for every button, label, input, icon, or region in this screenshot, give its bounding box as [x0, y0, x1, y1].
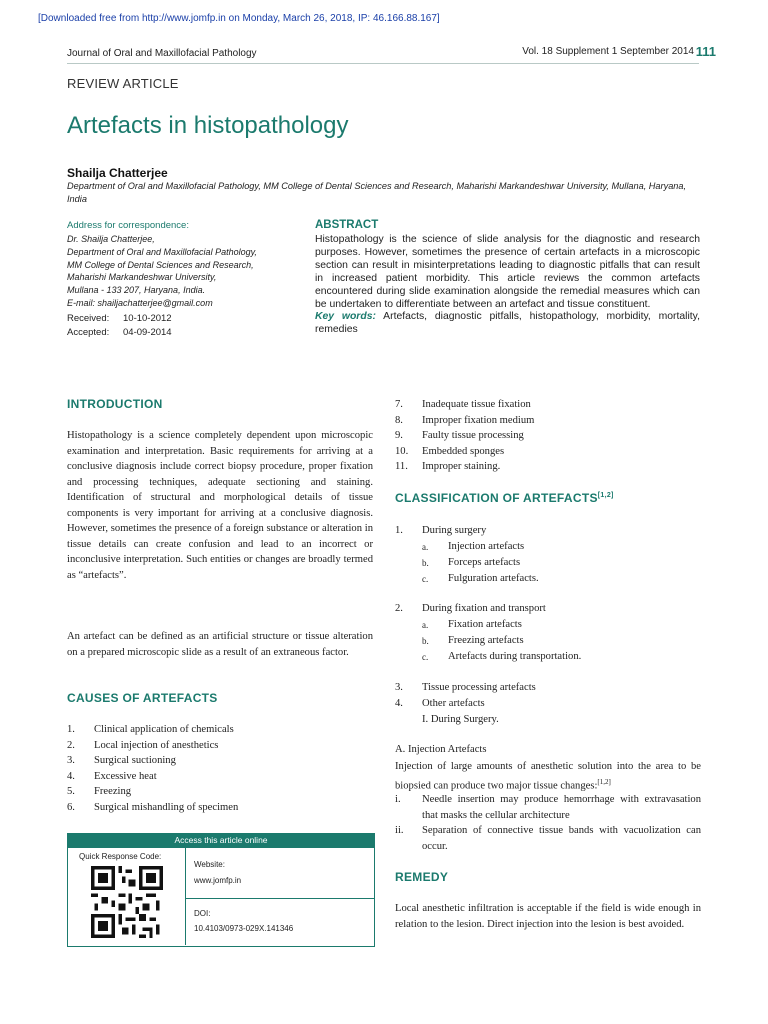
list-number: 8.	[395, 414, 403, 426]
correspondence-email: E-mail: shailjachatterjee@gmail.com	[67, 297, 213, 308]
sub-number: a.	[422, 542, 429, 552]
list-text: During fixation and transport	[422, 603, 546, 614]
injection-list	[395, 792, 701, 854]
classification-group-2	[395, 601, 581, 665]
journal-name: Journal of Oral and Maxillofacial Pathology	[67, 48, 257, 59]
list-item	[395, 823, 701, 854]
list-number: 6.	[67, 801, 75, 813]
list-text: Inadequate tissue fixation	[422, 399, 531, 410]
list-item	[67, 753, 238, 769]
list-number: 4.	[395, 698, 403, 709]
author-name: Shailja Chatterjee	[67, 166, 168, 180]
website-link[interactable]: www.jomfp.in	[194, 876, 242, 885]
sub-text: Freezing artefacts	[448, 635, 524, 646]
list-number: 2.	[67, 739, 75, 751]
header-divider	[67, 63, 699, 64]
correspondence-heading: Address for correspondence:	[67, 220, 189, 231]
qr-label: Quick Response Code:	[79, 852, 162, 861]
access-hline	[186, 898, 374, 899]
list-text: During surgery	[422, 525, 487, 536]
list-number: 1.	[67, 724, 75, 735]
list-item	[395, 397, 534, 413]
list-text: Local injection of anesthetics	[94, 739, 219, 751]
correspondence-line: Mullana - 133 207, Haryana, India.	[67, 285, 206, 296]
sub-text: Injection artefacts	[448, 541, 525, 552]
correspondence-line: Department of Oral and Maxillofacial Pathology,	[67, 246, 257, 257]
download-note: [Downloaded free from http://www.jomfp.in on Monday, March 26, 2018, IP: 46.166.88.167]	[38, 13, 440, 24]
list-number: 4.	[67, 770, 75, 782]
list-item	[67, 769, 238, 785]
list-text: Embedded sponges	[422, 445, 505, 457]
list-text: Needle insertion may produce hemorrhage with extravasation that masks the cellular architecture	[422, 794, 701, 821]
classification-group-1	[395, 523, 539, 587]
abstract-heading: ABSTRACT	[315, 219, 379, 231]
injection-text	[395, 759, 701, 794]
sub-text: Forceps artefacts	[448, 557, 521, 568]
volume-info: Vol. 18 Supplement 1 September 2014	[522, 46, 694, 57]
list-item	[67, 800, 238, 816]
list-number: 2.	[395, 603, 403, 614]
list-item	[67, 738, 238, 754]
sub-text: Fixation artefacts	[448, 619, 522, 630]
list-number: i.	[395, 794, 401, 805]
list-text: Freezing	[94, 786, 132, 797]
injection-ref: [1,2]	[597, 777, 611, 786]
sub-text: Fulguration artefacts.	[448, 573, 539, 584]
list-number: 3.	[67, 755, 75, 766]
abstract-text: Histopathology is the science of slide analysis for the diagnostic and research purposes. However, sometimes the presence of certain artefacts in a microscopic section can result in misinterpretations leading to diagnostic pitfalls that can result in increased patient morbidity. This article reviews the common artefacts encountered during slide examination alongside the remedial measures which can be undertaken to differentiate between an artefact and tissue constituent.	[315, 234, 700, 310]
list-text: Separation of connective tissue bands with vacuolization can occur.	[422, 825, 701, 852]
list-number: 5.	[67, 786, 75, 797]
qr-code-icon	[91, 866, 163, 938]
injection-heading: A. Injection Artefacts	[395, 744, 487, 755]
list-number: 11.	[395, 461, 408, 472]
author-affiliation: Department of Oral and Maxillofacial Pathology, MM College of Dental Sciences and Research, Maharishi Markandeshwar University, Mullana, Haryana, India	[67, 181, 687, 204]
list-number: 3.	[395, 682, 403, 693]
sub-number: b.	[422, 558, 429, 568]
access-bar: Access this article online	[67, 833, 375, 848]
list-number: 10.	[395, 445, 409, 457]
doi-value[interactable]: 10.4103/0973-029X.141346	[194, 924, 294, 933]
list-text: Clinical application of chemicals	[94, 724, 234, 735]
correspondence-line: Dr. Shailja Chatterjee,	[67, 234, 155, 244]
abstract-body	[315, 234, 700, 337]
list-text: Improper fixation medium	[422, 414, 535, 426]
correspondence-line: Maharishi Markandeshwar University,	[67, 272, 217, 283]
causes-heading: CAUSES OF ARTEFACTS	[67, 691, 218, 705]
injection-body: Injection of large amounts of anesthetic solution into the area to be biopsied can produce two major tissue changes:	[395, 761, 701, 792]
sub-heading: I. During Surgery.	[422, 714, 499, 725]
list-item	[395, 459, 534, 475]
website-label: Website:	[194, 860, 225, 869]
article-type: REVIEW ARTICLE	[67, 76, 179, 91]
list-text: Improper staining.	[422, 461, 501, 472]
list-text: Other artefacts	[422, 698, 485, 709]
introduction-heading: INTRODUCTION	[67, 397, 163, 411]
list-item	[395, 428, 534, 444]
causes-list-right	[395, 397, 534, 475]
list-text: Faulty tissue processing	[422, 430, 524, 441]
list-item	[395, 444, 534, 460]
article-dates	[67, 312, 172, 340]
list-number: 9.	[395, 430, 403, 441]
list-text: Tissue processing artefacts	[422, 682, 536, 693]
remedy-text: Local anesthetic infiltration is acceptable if the field is wide enough in relation to the lesion. Direct injection into the lesion is best avoided.	[395, 903, 701, 930]
remedy-heading: REMEDY	[395, 870, 449, 884]
doi-label: DOI:	[194, 909, 211, 918]
introduction-paragraph-2: An artefact can be defined as an artificial structure or tissue alteration on a prepared microscopic slide as a result of an extraneous factor.	[67, 631, 373, 658]
list-item	[395, 792, 701, 823]
list-text: Surgical mishandling of specimen	[94, 801, 239, 813]
list-number: 1.	[395, 525, 403, 536]
classification-title: CLASSIFICATION OF ARTEFACTS	[395, 491, 598, 505]
list-item	[395, 413, 534, 429]
keywords: Artefacts, diagnostic pitfalls, histopathology, morbidity, mortality, remedies	[315, 311, 700, 336]
introduction-paragraph-1: Histopathology is a science completely dependent upon microscopic examination and interpretation. Basic requirements for arriving at a conclusive diagnosis include correct biopsy procedure, proper fixation and processing techniques, adequate sectioning and staining. Identification of structural and morphological details of tissue components is very important for arriving at a conclusive diagnosis. However, sometimes the presence of a foreign substance or alteration in tissue details can create confusion and lead to an incorrect or inconclusive interpretation. Such entities or changes are broadly termed as “artefacts”.	[67, 430, 373, 581]
correspondence-line: MM College of Dental Sciences and Research,	[67, 259, 254, 270]
causes-list-left	[67, 722, 238, 815]
keywords-label: Key words:	[315, 311, 376, 323]
list-number: ii.	[395, 825, 404, 836]
sub-text: Artefacts during transportation.	[448, 651, 582, 662]
received-label: Received:	[67, 313, 110, 324]
page-number: 111	[695, 44, 716, 59]
access-divider	[185, 848, 186, 945]
article-title: Artefacts in histopathology	[67, 112, 349, 139]
classification-group-3-4	[395, 680, 536, 728]
received-date: 10-10-2012	[123, 313, 172, 324]
list-text: Surgical suctioning	[94, 755, 176, 766]
list-item	[67, 784, 238, 800]
sub-number: a.	[422, 620, 429, 630]
correspondence-address	[67, 233, 307, 310]
sub-number: b.	[422, 636, 429, 646]
sub-number: c.	[422, 652, 429, 662]
sub-number: c.	[422, 574, 429, 584]
accepted-date: 04-09-2014	[123, 327, 172, 338]
classification-ref: [1,2]	[597, 492, 614, 499]
classification-heading	[395, 491, 614, 505]
accepted-label: Accepted:	[67, 327, 110, 338]
list-item	[67, 722, 238, 738]
list-number: 7.	[395, 399, 403, 410]
list-text: Excessive heat	[94, 770, 157, 782]
